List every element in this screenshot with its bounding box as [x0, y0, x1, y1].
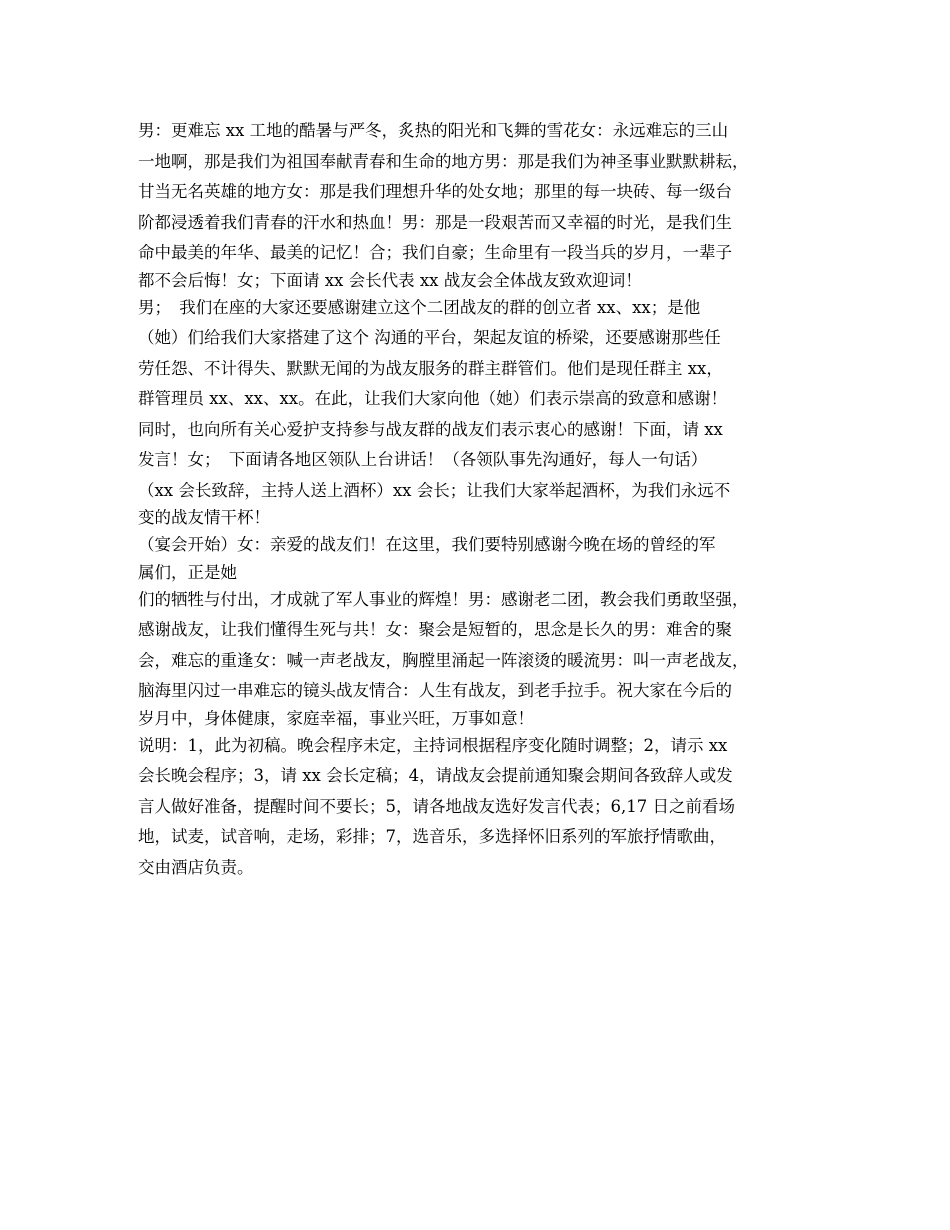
text-line: 同时，也向所有关心爱护支持参与战友群的战友们表示衷心的感谢！下面，请 xx [138, 419, 723, 439]
text-line: 发言！女； 下面请各地区领队上台讲话！（各领队事先沟通好，每人一句话） [138, 450, 708, 469]
text-line: 地，试麦，试音响，走场，彩排；7，选音乐，多选择怀旧系列的军旅抒情歌曲， [138, 827, 726, 846]
text-line: 说明：1，此为初稿。晚会程序未定，主持词根据程序变化随时调整；2，请示 xx [138, 735, 728, 755]
text-line: （宴会开始）女：亲爱的战友们！在这里，我们要特别感谢今晚在场的曾经的军 [138, 535, 716, 554]
text-line: 会长晚会程序；3，请 xx 会长定稿；4，请战友会提前通知聚会期间各致辞人或发 [138, 766, 733, 785]
text-line: 男； 我们在座的大家还要感谢建立这个二团战友的群的创立者 xx、xx；是他 [138, 297, 701, 317]
text-line: 阶都浸透着我们青春的汗水和热血！男：那是一段艰苦而又幸福的时光，是我们生 [138, 212, 732, 232]
text-line: （xx 会长致辞，主持人送上酒杯）xx 会长；让我们大家举起酒杯，为我们永远不 [138, 480, 731, 500]
text-line: 一地啊，那是我们为祖国奉献青春和生命的地方男：那是我们为神圣事业默默耕耘， [138, 151, 749, 171]
text-line: 言人做好准备，提醒时间不要长；5，请各地战友选好发言代表；6,17 日之前看场 [138, 796, 735, 816]
text-line: 脑海里闪过一串难忘的镜头战友情合：人生有战友，到老手拉手。祝大家在今后的 [138, 681, 732, 700]
text-line: 交由酒店负责。 [138, 857, 254, 877]
text-line: 男：更难忘 xx 工地的酷暑与严冬，炙热的阳光和飞舞的雪花女：永远难忘的三山 [138, 121, 729, 140]
text-line: 们的牺牲与付出，才成就了军人事业的辉煌！男：感谢老二团，教会我们勇敢坚强， [138, 589, 749, 609]
document-body [138, 116, 828, 883]
text-line: （她）们给我们大家搭建了这个 沟通的平台，架起友谊的桥梁，还要感谢那些任 [138, 328, 721, 347]
text-line: 命中最美的年华、最美的记忆！合；我们自豪；生命里有一段当兵的岁月，一辈子 [138, 243, 732, 262]
text-line: 劳任怨、不计得失、默默无闻的为战友服务的群主群管们。他们是现任群主 xx， [138, 358, 723, 378]
text-line: 属们，正是她 [138, 562, 237, 582]
text-line: 变的战友情干杯！ [138, 508, 270, 527]
text-line: 甘当无名英雄的地方女：那是我们理想升华的处女地；那里的每一块砖、每一级台 [138, 182, 732, 201]
text-line: 岁月中，身体健康，家庭幸福，事业兴旺，万事如意！ [138, 708, 534, 728]
text-line: 群管理员 xx、xx、xx。在此，让我们大家向他（她）们表示崇高的致意和感谢！ [138, 389, 728, 408]
text-line: 都不会后悔！女；下面请 xx 会长代表 xx 战友会全体战友致欢迎词！ [138, 270, 642, 290]
text-line: 会，难忘的重逢女：喊一声老战友，胸膛里涌起一阵滚烫的暖流男：叫一声老战友， [138, 650, 749, 670]
text-line: 感谢战友，让我们懂得生死与共！女：聚会是短暂的，思念是长久的男：难舍的聚 [138, 620, 732, 639]
